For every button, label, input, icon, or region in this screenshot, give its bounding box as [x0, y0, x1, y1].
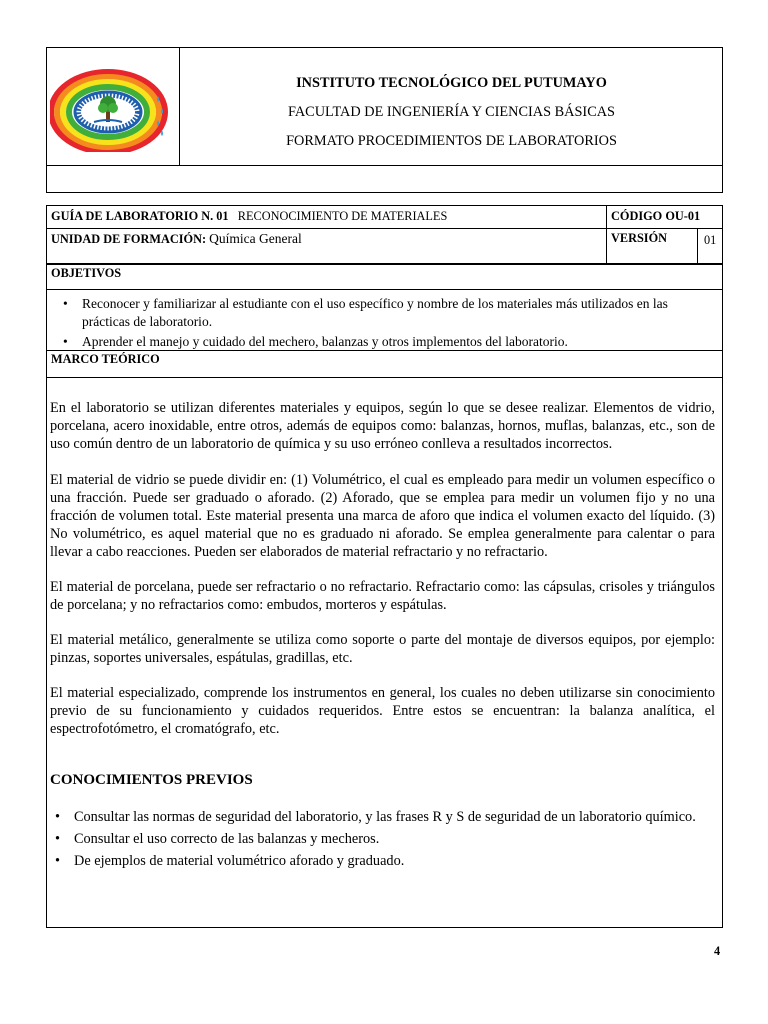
- version-value: 01: [704, 233, 717, 247]
- code-column-divider: [606, 205, 607, 265]
- objectives-heading-divider: [46, 289, 723, 290]
- prior-knowledge-item: • Consultar el uso correcto de las balanzas y mecheros.: [44, 830, 719, 848]
- theory-paragraph: El material especializado, comprende los instrumentos en general, los cuales no deben utilizarse sin conocimiento previo de su funcionamiento y cuidados requeridos. Entre estos se encuentran: la balanza analítica, el espectrofotómetro, el cromatógrafo, etc.: [50, 685, 715, 737]
- theory-heading: MARCO TEÓRICO: [51, 352, 160, 366]
- theory-paragraph: En el laboratorio se utilizan diferentes materiales y equipos, según lo que se desee realizar. Elementos de vidrio, porcelana, acero inoxidable, entre otros, además de equipos como: balanzas, hornos, muflas, balanzas, etc., son de uso común dentro de un laboratorio de química y su uso erróneo conlleva a resultados incorrectos.: [50, 400, 715, 452]
- prior-knowledge-list: [44, 808, 719, 870]
- theory-paragraph: El material metálico, generalmente se utiliza como soporte o parte del montaje de diversos equipos, por ejemplo: pinzas, soportes universales, espátulas, gradillas, etc.: [50, 632, 715, 666]
- unit-value: Química General: [209, 231, 302, 246]
- objectives-list: [52, 295, 717, 351]
- objective-item: • Aprender el manejo y cuidado del mechero, balanzas y otros implementos del laboratorio.: [52, 333, 717, 351]
- version-column-divider: [697, 228, 698, 265]
- format-name: FORMATO PROCEDIMIENTOS DE LABORATORIOS: [286, 133, 617, 149]
- header-divider: [46, 165, 723, 166]
- theory-paragraph: El material de porcelana, puede ser refractario o no refractario. Refractario como: las cápsulas, crisoles y triángulos de porcelana; y no refractarios como: embudos, morteros y espátulas.: [50, 579, 715, 613]
- prior-knowledge-item: • Consultar las normas de seguridad del laboratorio, y las frases R y S de seguridad de un laboratorio químico.: [44, 808, 719, 826]
- guide-title-line: [51, 209, 447, 224]
- theory-paragraph: El material de vidrio se puede dividir en: (1) Volumétrico, el cual es empleado para medir un volumen específico o una fracción. Puede ser graduado o aforado. (2) Aforado, que se emplea para medir un volumen fijo y no una fracción de volumen total. Este material presenta una marca de aforo que indica el volumen exacto del líquido. (3) No volumétrico, es aquel material que no es graduado ni aforado. Se emplea generalmente para calentar o para llevar a cabo reacciones. Pueden ser elaborados de material refractario y no refractario.: [50, 472, 715, 560]
- guide-title: RECONOCIMIENTO DE MATERIALES: [237, 209, 448, 223]
- unit-label: UNIDAD DE FORMACIÓN:: [51, 232, 207, 246]
- guide-code: CÓDIGO OU-01: [611, 209, 701, 223]
- objective-item: • Reconocer y familiarizar al estudiante con el uso específico y nombre de los materiales más utilizados en las prácticas de laboratorio.: [52, 295, 717, 331]
- institution-logo: [50, 68, 174, 152]
- faculty-name: FACULTAD DE INGENIERÍA Y CIENCIAS BÁSICAS: [287, 104, 616, 120]
- page-number: 4: [714, 944, 721, 958]
- objectives-heading: OBJETIVOS: [51, 266, 122, 280]
- prior-knowledge-heading: CONOCIMIENTOS PREVIOS: [50, 772, 253, 788]
- version-label: VERSIÓN: [611, 231, 668, 245]
- guide-number-label: GUÍA DE LABORATORIO N. 01: [51, 209, 229, 223]
- institution-name: INSTITUTO TECNOLÓGICO DEL PUTUMAYO: [296, 75, 607, 91]
- guide-row-divider: [46, 228, 723, 229]
- theory-heading-divider: [46, 377, 723, 378]
- prior-knowledge-item: • De ejemplos de material volumétrico aforado y graduado.: [44, 852, 719, 870]
- unit-line: [51, 231, 302, 247]
